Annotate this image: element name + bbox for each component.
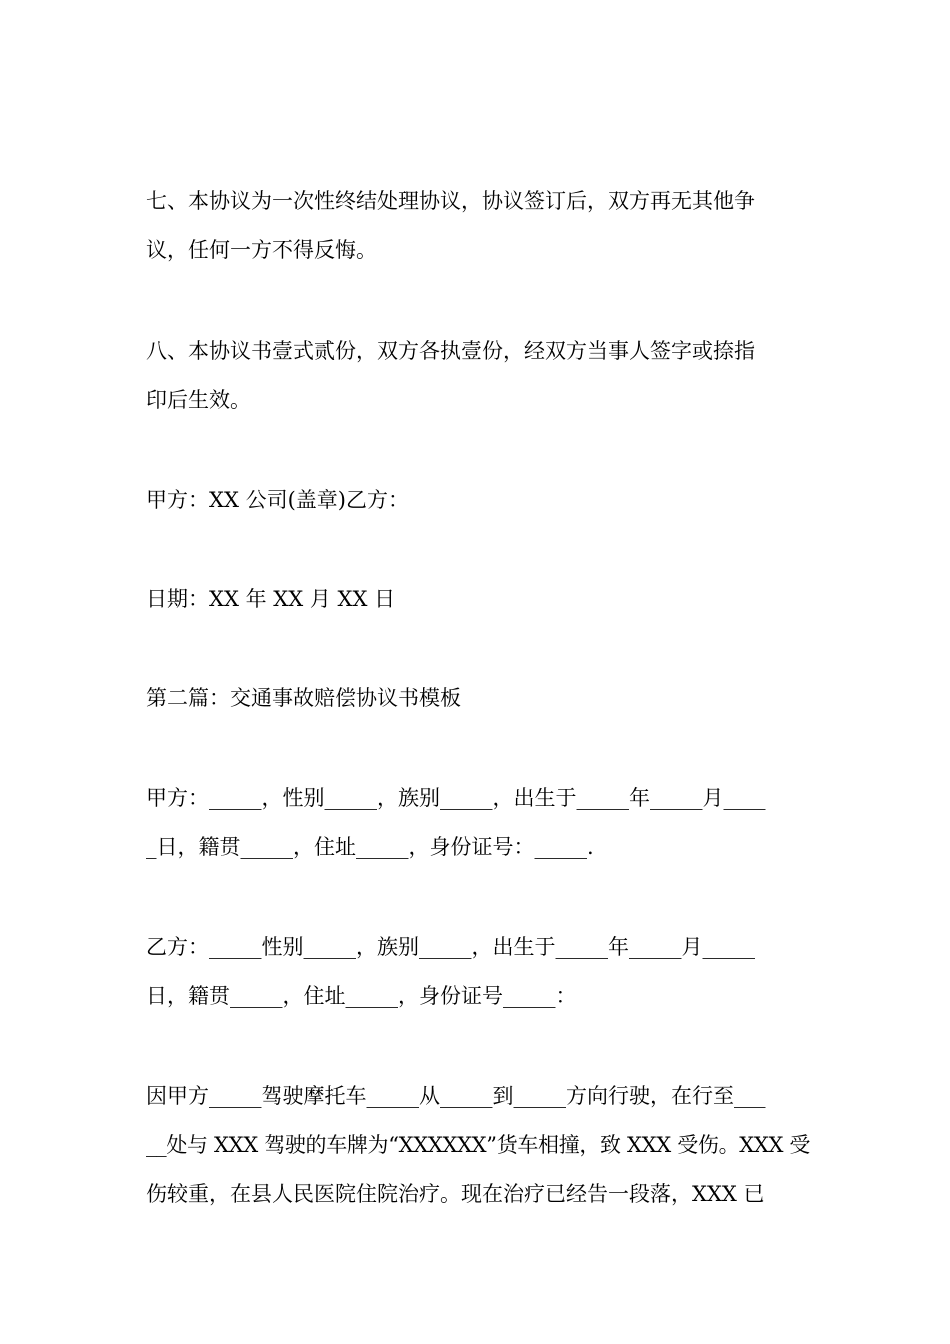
- text-line: 伤较重，在县人民医院住院治疗。现在治疗已经告一段落，XXX 已: [146, 1182, 765, 1206]
- signature-line: [146, 476, 810, 525]
- date-line: [146, 575, 810, 624]
- text-line: 日期：XX 年 XX 月 XX 日: [146, 587, 396, 611]
- clause-7-paragraph: [146, 177, 810, 275]
- text-line: 印后生效。: [146, 388, 251, 412]
- text-line: 甲方：_____，性别_____，族别_____，出生于_____年_____月____: [146, 786, 766, 810]
- text-line: 议，任何一方不得反悔。: [146, 238, 377, 262]
- text-line: 因甲方_____驾驶摩托车_____从_____到_____方向行驶，在行至___: [146, 1084, 766, 1108]
- party-a-paragraph: [146, 774, 810, 872]
- section-title: [146, 674, 810, 723]
- clause-8-paragraph: [146, 327, 810, 425]
- text-line: 日，籍贯_____，住址_____，身份证号_____：: [146, 984, 577, 1008]
- text-line: _日，籍贯_____，住址_____，身份证号：_____.: [146, 835, 594, 859]
- text-line: 甲方：XX 公司(盖章)乙方：: [146, 488, 409, 512]
- text-line: 七、本协议为一次性终结处理协议，协议签订后，双方再无其他争: [146, 189, 755, 213]
- party-b-paragraph: [146, 923, 810, 1021]
- text-line: 八、本协议书壹式贰份，双方各执壹份，经双方当事人签字或捺指: [146, 339, 755, 363]
- text-line: __处与 XXX 驾驶的车牌为“XXXXXX”货车相撞，致 XXX 受伤。XXX 受: [146, 1133, 811, 1157]
- text-line: 第二篇：交通事故赔偿协议书模板: [146, 686, 461, 710]
- text-line: 乙方：_____性别_____，族别_____，出生于_____年_____月_____: [146, 935, 755, 959]
- incident-paragraph: [146, 1072, 810, 1219]
